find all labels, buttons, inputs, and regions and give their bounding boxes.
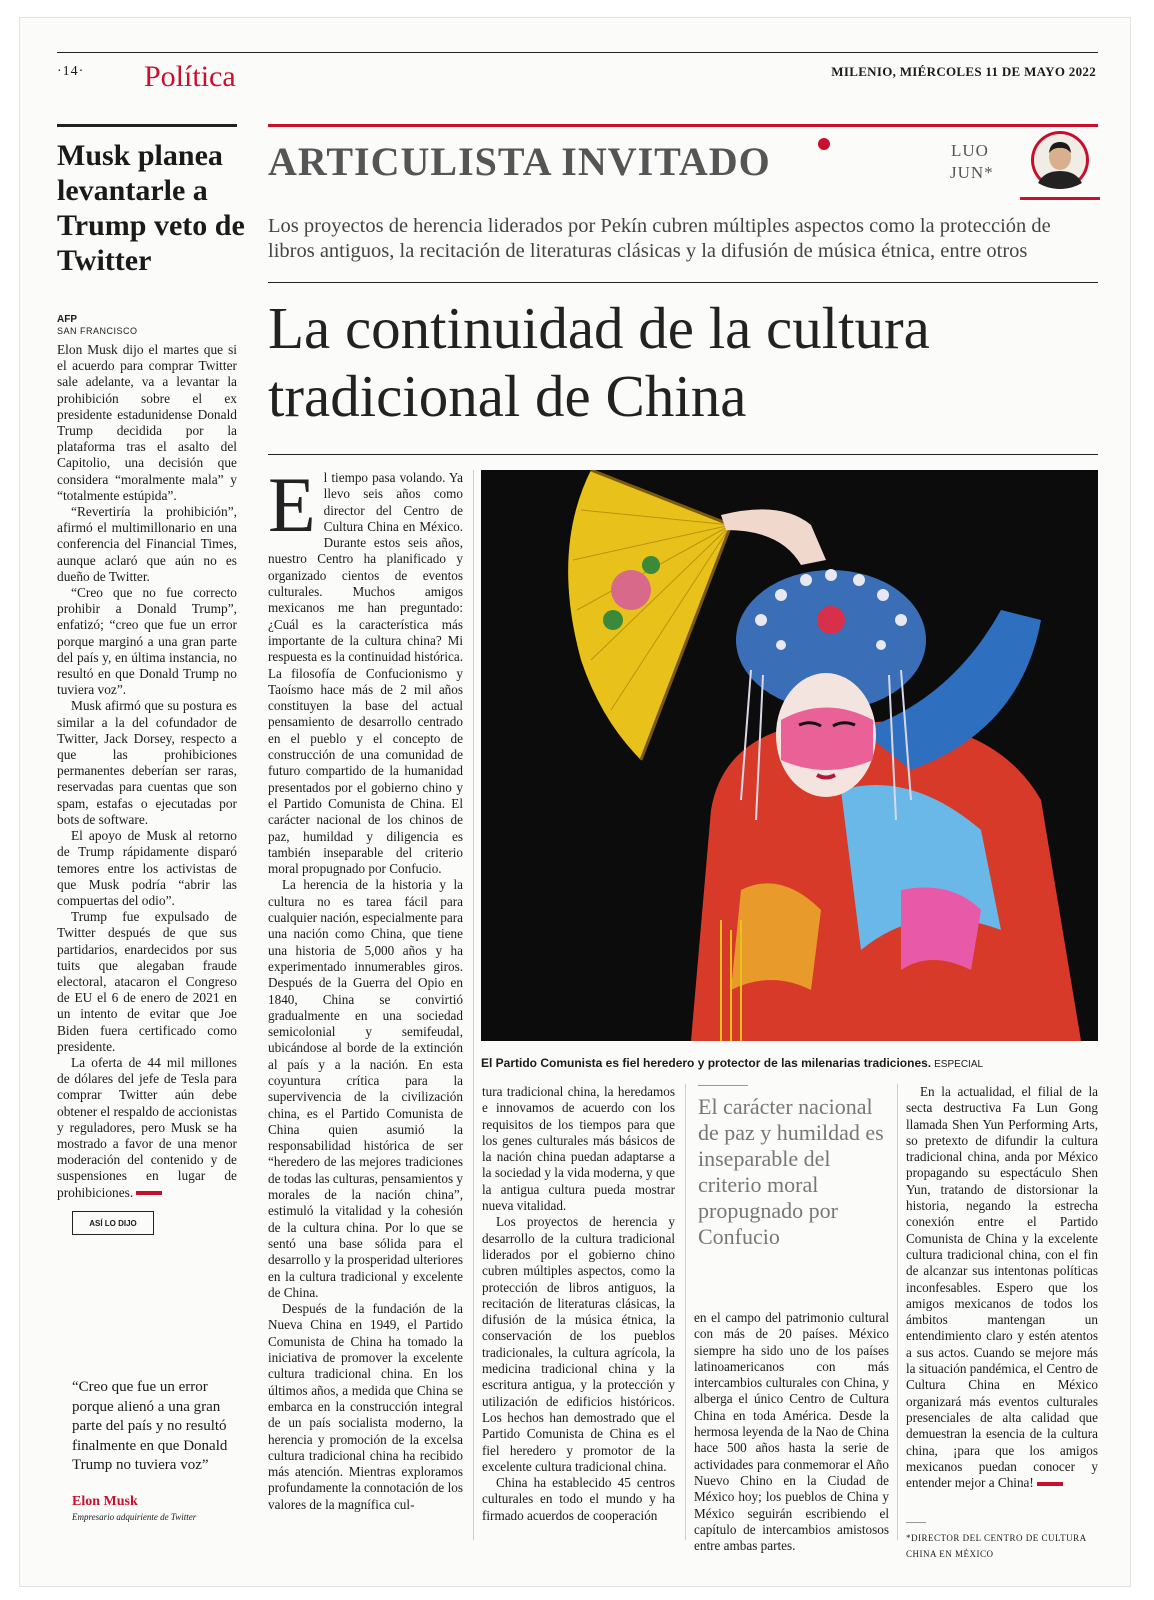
- deck: Los proyectos de herencia liderados por Pekín cubren múltiples aspectos como la protección de libros antiguos, la recitación de literaturas clásicas y la difusión de música étnica, entre otros: [268, 215, 1051, 262]
- left-paragraph: Musk afirmó que su postura es similar a la del cofundador de Twitter, Jack Dorsey, respecto a que las prohibiciones permanentes deberían ser raras, reservadas para cuentas que son spam, estafas o ejecutadas por bots de software.: [57, 698, 237, 827]
- left-paragraph: “Revertiría la prohibición”, afirmó el multimillonario en una conferencia del Financial Times, aunque aclaró que aún no es dueño de Twitter.: [57, 504, 237, 584]
- city-label: SAN FRANCISCO: [57, 326, 138, 336]
- left-paragraph: Elon Musk dijo el martes que si el acuerdo para comprar Twitter sale adelante, va a levantar la prohibición sobre el ex presidente estadunidense Donald Trump decidida por la plataforma tras el asalto del Capitolio, una decisión que considera “moralmente mala” y “totalmente estúpida”.: [57, 342, 237, 503]
- deck-rule: [268, 282, 1098, 283]
- author-last: JUN*: [950, 163, 994, 182]
- left-paragraph: El apoyo de Musk al retorno de Trump rápidamente disparó temores entre los activistas de que Musk podría “abrir las compuertas del odio”.: [57, 828, 237, 908]
- page-number: ·14·: [57, 64, 85, 79]
- body-paragraph: [906, 1084, 1098, 1491]
- drop-cap: E: [268, 461, 316, 548]
- column-rule: [685, 1084, 686, 1540]
- body-paragraph: Después de la fundación de la Nueva China en 1949, el Partido Comunista de China ha tomado la iniciativa de promover la excelente cultura tradicional china. En los últimos años, a medida que China se embarca en la construcción integral de un país socialista moderno, la herencia y promoción de la excelsa cultura tradicional china ha recibido más atención. Mientras exploramos profundamente la connotación de los valores de la magnífica cul-: [268, 1301, 463, 1512]
- quote-tag: ASÍ LO DIJO: [72, 1211, 154, 1235]
- quote-portrait-box: [72, 1211, 232, 1361]
- left-paragraph: [57, 1055, 237, 1201]
- column-rule: [897, 1084, 898, 1540]
- lead-paragraph: [268, 461, 463, 877]
- kicker: ARTICULISTA INVITADO: [268, 139, 771, 184]
- kicker-dot: [818, 138, 830, 150]
- end-mark: [1037, 1482, 1063, 1486]
- left-story-body: [57, 342, 237, 1201]
- footnote-line: *DIRECTOR DEL CENTRO DE CULTURA: [906, 1533, 1087, 1543]
- author-first: LUO: [951, 141, 989, 160]
- body-column-4: [906, 1084, 1098, 1491]
- headline-rule: [268, 454, 1098, 455]
- main-story-rule: [268, 124, 1098, 127]
- body-column-1: [268, 461, 463, 1513]
- left-paragraph: “Creo que no fue correcto prohibir a Donald Trump”, enfatizó; “creo que fue un error porque marginó a una gran parte del país y, en última instancia, no resultó en que Donald Trump no tuviera voz”.: [57, 585, 237, 698]
- section-title: Política: [144, 60, 236, 93]
- pull-quote-rule: [698, 1085, 748, 1086]
- body-column-3: [694, 1310, 889, 1554]
- quote-name: Elon Musk: [72, 1494, 138, 1509]
- caption-credit: ESPECIAL: [934, 1059, 984, 1070]
- left-paragraph-text: La oferta de 44 mil millones de dólares del jefe de Tesla para comprar Twitter aún debe obtener el respaldo de accionistas y reguladores, pero Musk se ha mostrado a favor de una menor moderación del contenido y de suspensiones en lugar de prohibiciones.: [57, 1054, 237, 1200]
- end-mark: [136, 1191, 162, 1195]
- body-paragraph: en el campo del patrimonio cultural con más de 20 países. México siempre ha sido uno de los países latinoamericanos con más intercambios culturales con China, y alberga el único Centro de Cultura China en toda América. Desde la hermosa leyenda de la Nao de China hace 500 años hasta la serie de actividades para conmemorar el Año Nuevo Chino en la Ciudad de México hoy; los pueblos de China y México seguirán escribiendo el capítulo de intercambios amistosos entre ambas partes.: [694, 1310, 889, 1554]
- agency-label: AFP: [57, 314, 77, 325]
- body-paragraph: La herencia de la historia y la cultura no es tarea fácil para cualquier nación, especialmente para una nación como China, que tiene una historia de 5,000 años y ha experimentado innumerables giros. Después de la Guerra del Opio en 1840, China se convirtió gradualmente en una sociedad semicolonial y semifeudal, ubicándose al borde de la extinción al país y a la nación. En esta coyuntura crítica para la supervivencia de la civilización china, es el Partido Comunista de China quien asumió la responsabilidad histórica de ser “heredero de las mejores tradiciones de todas las culturas, pensamientos y morales de la nación china”, estimuló la vitalidad y la cohesión de la cultura china. Por lo que se sentó una base sólida para el desarrollo y la prosperidad ulteriores en la cultura tradicional y excelente de China.: [268, 877, 463, 1300]
- top-rule: [57, 52, 1098, 53]
- quote-text: “Creo que fue un error porque alienó a una gran parte del país y no resultó finalmente en que Donald Trump no tuviera voz”: [72, 1379, 228, 1473]
- left-paragraph: Trump fue expulsado de Twitter después de que sus partidarios, enardecidos por sus tuits que alegaban fraude electoral, atacaron el Congreso de EU el 6 de enero de 2021 en un intento de evitar que Joe Biden fuera certificado como presidente.: [57, 909, 237, 1054]
- left-story-rule: [57, 124, 237, 127]
- body-paragraph: tura tradicional china, la heredamos e innovamos de acuerdo con los requisitos de los tiempos para que los genes culturales más básicos de la nación china puedan adaptarse a la sociedad y la vida moderna, y que la antigua cultura pueda mostrar nueva vitalidad.: [482, 1084, 675, 1214]
- caption-text: El Partido Comunista es fiel heredero y protector de las milenarias tradiciones.: [481, 1056, 932, 1070]
- pull-quote: El carácter nacional de paz y humildad es inseparable del criterio moral propugnado por Confucio: [698, 1094, 884, 1249]
- author-portrait: [1020, 127, 1100, 197]
- body-column-2: [482, 1084, 675, 1524]
- column-rule: [473, 470, 474, 1540]
- body-paragraph: Los proyectos de herencia y desarrollo de la cultura tradicional liderados por el gobierno chino cubren múltiples aspectos, como la protección de libros antiguos, la recitación de literaturas clásicas, la difusión de la música étnica, la conservación de los pueblos tradicionales, la cultura agrícola, la medicina tradicional china y la escritura antigua, y la protección y utilización de edificios históricos. Los hechos han demostrado que el Partido Comunista de China es el fiel heredero y promotor de la excelente cultura tradicional china.: [482, 1214, 675, 1474]
- author-name: [950, 140, 994, 184]
- author-footnote: [906, 1530, 1106, 1562]
- main-headline: La continuidad de la cultura tradicional de China: [268, 295, 930, 429]
- body-paragraph-text: En la actualidad, el filial de la secta destructiva Fa Lun Gong llamada Shen Yun Performing Arts, so pretexto de difundir la cultura tradicional china, anda por México propagando su espectáculo Shen Yun, tratando de distorsionar la historia, negando la estrecha conexión entre el Partido Comunista de China y la excelente cultura tradicional china, con el fin de alcanzar sus intentonas políticas inconfesables. Espero que los amigos mexicanos de todos los ámbitos mantengan un entendimiento claro y estén atentos a sus actos. Cuando se mejore más la situación pandémica, el Centro de Cultura China en México organizará más eventos culturales presenciales de alta calidad que demuestran la esencia de la cultura china, ¡para que los amigos mexicanos puedan conocer y entender mejor a China!: [906, 1084, 1098, 1491]
- footnote-rule: [906, 1522, 926, 1523]
- body-paragraph: China ha establecido 45 centros culturales en todo el mundo y ha firmado acuerdos de cooperación: [482, 1475, 675, 1523]
- photo-caption: [481, 1056, 1098, 1070]
- lead-text: l tiempo pasa volando. Ya llevo seis años como director del Centro de Cultura China en México. Durante estos seis años, nuestro Centro ha planificado y organizado cientos de eventos culturales. Muchos amigos mexicanos me han preguntado: ¿Cuál es la característica más importante de la cultura china? Mi respuesta es la continuidad histórica. La filosofía de Confucionismo y Taoísmo hace más de 2 mil años constituyen la base del actual pensamiento de desarrollo centrado en el pueblo y el concepto de construcción de una comunidad de futuro compartido de la humanidad presentados por el gobierno chino y el Partido Comunista de China. El carácter nacional de los chinos de paz, humildad y diligencia es también inseparable del criterio moral propugnado por Confucio.: [268, 470, 463, 877]
- footnote-line: CHINA EN MÉXICO: [906, 1549, 994, 1559]
- opera-photo: [481, 470, 1098, 1041]
- author-portrait-box: [1020, 127, 1100, 200]
- peking-opera-image: [481, 470, 1098, 1041]
- left-story-headline: Musk planea levantarle a Trump veto de Twitter: [57, 139, 245, 277]
- dateline: MILENIO, MIÉRCOLES 11 DE MAYO 2022: [831, 64, 1096, 79]
- quote-role: Empresario adquiriente de Twitter: [72, 1512, 197, 1522]
